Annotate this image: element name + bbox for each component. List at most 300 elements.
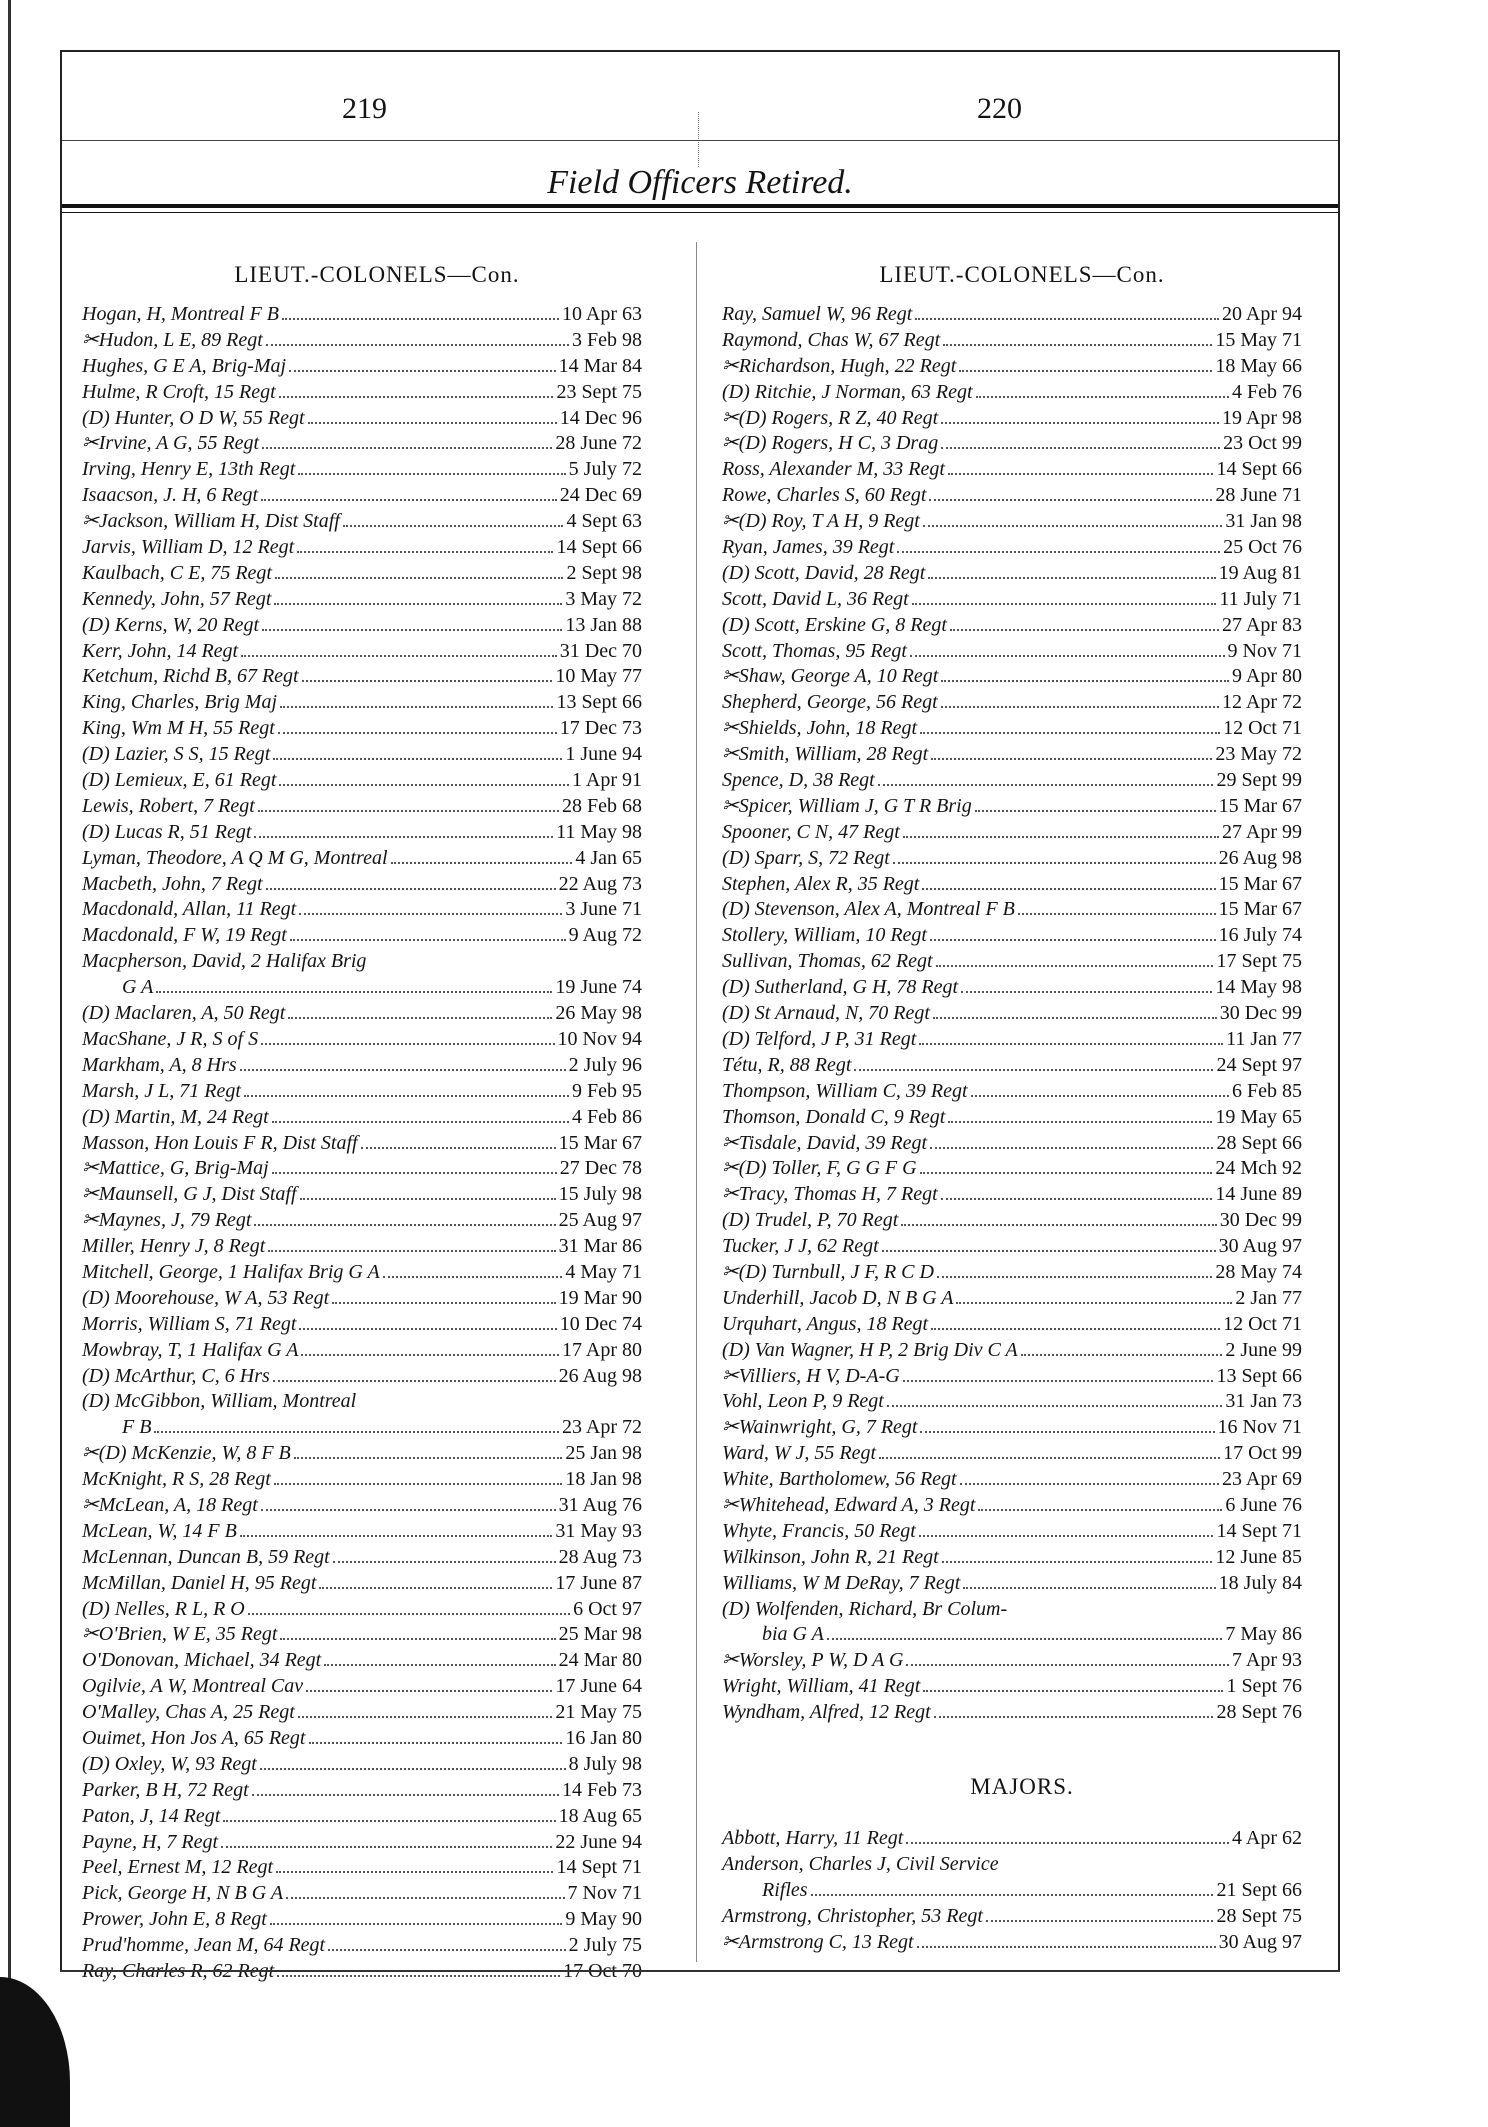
entry-name: Tucker, J J, 62 Regt — [722, 1235, 879, 1258]
entry-name: (D) Maclaren, A, 50 Regt — [82, 1002, 286, 1025]
list-item — [82, 1752, 642, 1778]
entry-name: Macdonald, Allan, 11 Regt — [82, 898, 297, 921]
entry-date: 30 Aug 97 — [1218, 1235, 1302, 1258]
entry-name: (D) Moorehouse, W A, 53 Regt — [82, 1286, 330, 1309]
entry-date: 9 Nov 71 — [1227, 639, 1302, 662]
list-item — [722, 1571, 1302, 1597]
dot-leader — [324, 1650, 555, 1666]
section-heading-lieut-colonels-right: LIEUT.-COLONELS—Con. — [879, 262, 1165, 287]
list-item — [722, 406, 1302, 432]
bottom-rule — [60, 1970, 1340, 1972]
dot-leader — [279, 770, 569, 786]
entry-date: 10 Apr 63 — [562, 303, 642, 325]
entry-date: 23 May 72 — [1215, 743, 1302, 766]
list-item — [722, 613, 1302, 639]
entry-name: ✂Mattice, G, Brig-Maj — [82, 1157, 269, 1180]
entry-date: 11 Jan 77 — [1226, 1027, 1302, 1050]
entry-date: 14 June 89 — [1215, 1183, 1302, 1206]
list-item — [82, 716, 642, 742]
dot-leader — [286, 1883, 564, 1899]
list-item — [82, 302, 642, 328]
dot-leader — [262, 433, 552, 449]
entry-name: (D) Scott, David, 28 Regt — [722, 561, 926, 584]
entry-name: ✂Irvine, A G, 55 Regt — [82, 432, 260, 455]
dot-leader — [941, 1184, 1213, 1200]
entry-date: 28 June 72 — [555, 432, 642, 455]
entry-date: 25 Aug 97 — [558, 1209, 642, 1232]
list-item — [82, 535, 642, 561]
list-item — [82, 1778, 642, 1804]
entry-name: (D) Sparr, S, 72 Regt — [722, 846, 890, 869]
dot-leader — [328, 1935, 566, 1951]
list-item — [722, 1053, 1302, 1079]
dot-leader — [956, 1288, 1232, 1304]
entry-date: 30 Dec 99 — [1219, 1209, 1302, 1232]
list-item — [82, 1933, 642, 1959]
entry-name: Lyman, Theodore, A Q M G, Montreal — [82, 846, 388, 869]
entry-name: ✂Villiers, H V, D-A-G — [722, 1364, 900, 1387]
dot-leader — [915, 304, 1219, 320]
dot-leader — [300, 1184, 556, 1200]
entry-date: 30 Dec 99 — [1219, 1002, 1302, 1025]
dot-leader — [903, 822, 1219, 838]
entry-name: Macbeth, John, 7 Regt — [82, 872, 263, 895]
entry-date: 9 May 90 — [565, 1908, 642, 1931]
entry-name: McKnight, R S, 28 Regt — [82, 1468, 271, 1491]
dot-leader — [266, 874, 556, 890]
entry-name: ✂(D) Turnbull, J F, R C D — [722, 1260, 934, 1283]
dot-leader — [934, 1702, 1214, 1718]
dot-leader — [254, 822, 553, 838]
entry-name: Ray, Charles R, 62 Regt — [82, 1960, 275, 1982]
entry-date: 2 June 99 — [1225, 1338, 1302, 1361]
entry-date: 13 Sept 66 — [1216, 1364, 1302, 1387]
entry-name: ✂Shaw, George A, 10 Regt — [722, 665, 939, 688]
entry-date: 9 Feb 95 — [572, 1079, 642, 1102]
column-divider — [696, 242, 697, 1962]
dot-leader — [261, 1495, 556, 1511]
entry-date: 19 May 65 — [1215, 1105, 1302, 1128]
entry-name: (D) McArthur, C, 6 Hrs — [82, 1364, 270, 1387]
entry-date: 23 Sept 75 — [556, 380, 642, 403]
dot-leader — [274, 589, 562, 605]
entry-date: 26 Aug 98 — [1218, 846, 1302, 869]
list-item — [82, 768, 642, 794]
list-item — [722, 1105, 1302, 1131]
section-heading-lieut-colonels-left: LIEUT.-COLONELS—Con. — [234, 262, 520, 287]
list-item — [82, 1907, 642, 1933]
dot-leader — [294, 1443, 563, 1459]
dot-leader — [931, 744, 1212, 760]
entry-name: Masson, Hon Louis F R, Dist Staff — [82, 1131, 358, 1154]
entry-name: ✂(D) Rogers, R Z, 40 Regt — [722, 406, 939, 429]
dot-leader — [941, 408, 1219, 424]
entry-name: (D) Martin, M, 24 Regt — [82, 1105, 269, 1128]
entry-date: 29 Sept 99 — [1216, 769, 1302, 792]
list-item — [82, 328, 642, 354]
list-item — [722, 535, 1302, 561]
entry-name: Prud'homme, Jean M, 64 Regt — [82, 1934, 326, 1957]
list-item — [82, 872, 642, 898]
entry-date: 28 May 74 — [1215, 1260, 1302, 1283]
dot-leader — [266, 330, 569, 346]
list-item — [82, 742, 642, 768]
dot-leader — [383, 1262, 563, 1278]
entry-name: Mitchell, George, 1 Halifax Brig G A — [82, 1260, 380, 1283]
entry-name: Vohl, Leon P, 9 Regt — [722, 1390, 884, 1413]
entry-name: ✂Armstrong C, 13 Regt — [722, 1930, 914, 1953]
entry-date: 17 Oct 99 — [1223, 1442, 1302, 1465]
entry-name: McLean, W, 14 F B — [82, 1519, 237, 1542]
list-item — [82, 1726, 642, 1752]
dot-leader — [319, 1573, 552, 1589]
list-item — [722, 354, 1302, 380]
header-rule-top — [62, 140, 1338, 141]
dot-leader — [299, 899, 562, 915]
entry-name: Hogan, H, Montreal F B — [82, 303, 280, 325]
dot-leader — [922, 874, 1215, 890]
entry-date: 10 Dec 74 — [559, 1312, 642, 1335]
list-item — [82, 406, 642, 432]
entry-date: 13 Jan 88 — [565, 613, 642, 636]
list-item — [82, 1441, 642, 1467]
entry-date: 1 Sept 76 — [1226, 1675, 1302, 1698]
entry-name: Anderson, Charles J, Civil Service — [722, 1852, 999, 1875]
dot-leader — [289, 356, 556, 372]
dot-leader — [223, 1806, 555, 1822]
dot-leader — [272, 1158, 557, 1174]
entry-date: 15 Mar 67 — [558, 1131, 642, 1154]
list-item — [82, 1597, 642, 1623]
entry-date: 10 Nov 94 — [557, 1027, 642, 1050]
list-item — [722, 328, 1302, 354]
dot-leader — [931, 1314, 1220, 1330]
list-item — [722, 716, 1302, 742]
dot-leader — [986, 1906, 1214, 1922]
entry-name: Rifles — [762, 1878, 808, 1901]
dot-leader — [936, 951, 1214, 967]
dot-leader — [241, 641, 557, 657]
entry-name: ✂Maynes, J, 79 Regt — [82, 1209, 252, 1232]
entry-date: 28 Sept 76 — [1216, 1701, 1302, 1724]
entry-date: 14 Mar 84 — [558, 354, 642, 377]
entry-name: ✂(D) Toller, F, G G F G — [722, 1157, 917, 1180]
entry-name: Hughes, G E A, Brig-Maj — [82, 354, 287, 377]
entry-name: Stollery, William, 10 Regt — [722, 924, 927, 947]
list-item — [82, 1156, 642, 1182]
entry-date: 12 Oct 71 — [1223, 1312, 1302, 1335]
entry-date: 25 Jan 98 — [565, 1442, 642, 1465]
entry-date: 18 Aug 65 — [558, 1804, 642, 1827]
dot-leader — [248, 1599, 570, 1615]
list-item — [82, 561, 642, 587]
dot-leader — [282, 304, 559, 320]
entry-date: 31 May 93 — [555, 1519, 642, 1542]
entry-name: Ross, Alexander M, 33 Regt — [722, 458, 945, 481]
entry-date: 27 Apr 83 — [1222, 613, 1302, 636]
page-number-left: 219 — [342, 92, 387, 125]
entry-date: 14 Sept 71 — [556, 1856, 642, 1879]
dot-leader — [943, 330, 1212, 346]
entry-date: 4 Sept 63 — [566, 510, 642, 533]
entry-date: 3 May 72 — [565, 587, 642, 610]
list-item — [722, 975, 1302, 1001]
entry-date: 19 Apr 98 — [1222, 406, 1302, 429]
dot-leader — [273, 1366, 556, 1382]
dot-leader — [976, 382, 1230, 398]
entry-date: 24 Mar 80 — [558, 1649, 642, 1672]
entry-name: (D) St Arnaud, N, 70 Regt — [722, 1002, 930, 1025]
entry-date: 15 Mar 67 — [1218, 794, 1302, 817]
entry-name: Ketchum, Richd B, 67 Regt — [82, 665, 299, 688]
dot-leader — [275, 563, 563, 579]
page-corner-shadow — [0, 1977, 70, 2127]
list-item — [722, 1545, 1302, 1571]
dot-leader — [882, 1236, 1216, 1252]
entry-name: (D) Lazier, S S, 15 Regt — [82, 743, 271, 766]
entry-name: King, Charles, Brig Maj — [82, 691, 278, 714]
entry-date: 6 Oct 97 — [573, 1597, 642, 1620]
entry-name: ✂Richardson, Hugh, 22 Regt — [722, 354, 957, 377]
list-item — [82, 1519, 642, 1545]
dot-leader — [941, 433, 1220, 449]
entry-name: ✂Wainwright, G, 7 Regt — [722, 1416, 918, 1439]
entry-name: Sullivan, Thomas, 62 Regt — [722, 950, 933, 973]
entry-name: Pick, George H, N B G A — [82, 1882, 284, 1905]
dot-leader — [923, 1676, 1223, 1692]
entry-date: 2 July 75 — [568, 1934, 642, 1957]
dot-leader — [929, 485, 1212, 501]
list-item — [722, 1519, 1302, 1545]
list-item — [722, 1878, 1302, 1904]
dot-leader — [920, 1158, 1213, 1174]
list-item — [82, 1389, 642, 1415]
dot-leader — [941, 692, 1219, 708]
list-item — [722, 1597, 1302, 1623]
dot-leader — [903, 1366, 1214, 1382]
dot-leader — [274, 1469, 562, 1485]
dot-leader — [910, 641, 1225, 657]
entry-name: Ryan, James, 39 Regt — [722, 536, 895, 559]
list-item — [722, 1700, 1302, 1726]
entry-date: 3 Feb 98 — [572, 328, 642, 351]
dot-leader — [288, 1003, 552, 1019]
list-item — [722, 846, 1302, 872]
dot-leader — [297, 537, 553, 553]
entry-name: King, Wm M H, 55 Regt — [82, 717, 275, 740]
entry-date: 14 May 98 — [1215, 976, 1302, 999]
entry-name: ✂Hudon, L E, 89 Regt — [82, 328, 263, 351]
entry-date: 22 Aug 73 — [558, 872, 642, 895]
dot-leader — [391, 848, 573, 864]
entry-date: 31 Jan 98 — [1225, 510, 1302, 533]
dot-leader — [920, 718, 1220, 734]
list-item — [722, 1930, 1302, 1956]
entry-date: 7 Nov 71 — [567, 1882, 642, 1905]
entry-date: 19 Mar 90 — [558, 1286, 642, 1309]
entry-date: 16 July 74 — [1218, 924, 1302, 947]
list-item — [82, 380, 642, 406]
entry-name: Lewis, Robert, 7 Regt — [82, 794, 255, 817]
entry-date: 2 Sept 98 — [566, 561, 642, 584]
entry-name: Abbott, Harry, 11 Regt — [722, 1827, 904, 1849]
list-item — [722, 872, 1302, 898]
dot-leader — [975, 796, 1216, 812]
entry-date: 21 Sept 66 — [1216, 1878, 1302, 1901]
entry-date: 27 Dec 78 — [559, 1157, 642, 1180]
dot-leader — [240, 1521, 553, 1537]
list-item — [722, 1364, 1302, 1390]
entry-date: 3 June 71 — [565, 898, 642, 921]
entry-name: Markham, A, 8 Hrs — [82, 1053, 237, 1076]
list-item — [82, 1467, 642, 1493]
dot-leader — [930, 1133, 1213, 1149]
dot-leader — [268, 1236, 555, 1252]
dot-leader — [920, 1417, 1214, 1433]
entry-name: O'Malley, Chas A, 25 Regt — [82, 1701, 295, 1724]
entry-name: bia G A — [762, 1623, 824, 1646]
entry-name: Miller, Henry J, 8 Regt — [82, 1235, 266, 1258]
list-item — [82, 1131, 642, 1157]
entry-date: 21 May 75 — [555, 1701, 642, 1724]
list-item — [82, 613, 642, 639]
entry-name: Ward, W J, 55 Regt — [722, 1442, 877, 1465]
entry-date: 20 Apr 94 — [1222, 303, 1302, 325]
entry-name: Macdonald, F W, 19 Regt — [82, 924, 287, 947]
entry-name: (D) McGibbon, William, Montreal — [82, 1390, 357, 1413]
entry-date: 26 Aug 98 — [558, 1364, 642, 1387]
list-item — [722, 690, 1302, 716]
entry-date: 23 Apr 72 — [562, 1416, 642, 1439]
entry-name: (D) Trudel, P, 70 Regt — [722, 1209, 899, 1232]
entry-name: (D) Wolfenden, Richard, Br Colum- — [722, 1597, 1008, 1620]
entry-date: 16 Jan 80 — [565, 1726, 642, 1749]
entry-date: 9 Apr 80 — [1232, 665, 1302, 688]
dot-leader — [893, 848, 1216, 864]
list-item — [82, 820, 642, 846]
entry-date: 6 June 76 — [1225, 1493, 1302, 1516]
entry-name: Urquhart, Angus, 18 Regt — [722, 1312, 929, 1335]
dot-leader — [950, 615, 1219, 631]
list-item — [82, 1260, 642, 1286]
entry-date: 12 June 85 — [1215, 1545, 1302, 1568]
entry-date: 14 Sept 66 — [556, 536, 642, 559]
entry-name: Isaacson, J. H, 6 Regt — [82, 484, 259, 507]
entry-date: 31 Dec 70 — [559, 639, 642, 662]
entry-name: Macpherson, David, 2 Halifax Brig — [82, 950, 367, 973]
entry-name: (D) Van Wagner, H P, 2 Brig Div C A — [722, 1338, 1018, 1361]
entry-date: 13 Sept 66 — [556, 691, 642, 714]
dot-leader — [897, 537, 1220, 553]
list-item — [722, 483, 1302, 509]
dot-leader — [937, 1262, 1212, 1278]
dot-leader — [827, 1624, 1222, 1640]
dot-leader — [930, 925, 1216, 941]
dot-leader — [301, 1340, 559, 1356]
entry-date: 28 Aug 73 — [558, 1545, 642, 1568]
list-item — [82, 1027, 642, 1053]
list-item — [82, 690, 642, 716]
entry-date: 17 Apr 80 — [562, 1338, 642, 1361]
entry-date: 17 June 87 — [555, 1571, 642, 1594]
entry-name: (D) Lemieux, E, 61 Regt — [82, 769, 277, 792]
entry-date: 4 Apr 62 — [1232, 1827, 1302, 1849]
entry-name: ✂Whitehead, Edward A, 3 Regt — [722, 1493, 976, 1516]
entry-name: Rowe, Charles S, 60 Regt — [722, 484, 927, 507]
list-item — [722, 639, 1302, 665]
dot-leader — [280, 692, 553, 708]
dot-leader — [906, 1650, 1229, 1666]
dot-leader — [273, 744, 562, 760]
entry-date: 15 Mar 67 — [1218, 872, 1302, 895]
dot-leader — [261, 1029, 554, 1045]
dot-leader — [258, 796, 559, 812]
entry-name: ✂O'Brien, W E, 35 Regt — [82, 1623, 278, 1646]
dot-leader — [928, 563, 1215, 579]
dot-leader — [933, 1003, 1217, 1019]
list-item — [82, 1493, 642, 1519]
entry-name: Wright, William, 41 Regt — [722, 1675, 921, 1698]
dot-leader — [887, 1391, 1222, 1407]
entry-date: 26 May 98 — [555, 1002, 642, 1025]
list-item — [722, 1622, 1302, 1648]
list-item — [722, 1260, 1302, 1286]
list-item — [82, 483, 642, 509]
entry-name: Thompson, William C, 39 Regt — [722, 1079, 968, 1102]
entry-name: Shepherd, George, 56 Regt — [722, 691, 938, 714]
list-item — [82, 1079, 642, 1105]
list-item — [722, 1001, 1302, 1027]
dot-leader — [919, 1029, 1223, 1045]
entry-date: 4 Feb 86 — [572, 1105, 642, 1128]
entry-name: Ogilvie, A W, Montreal Cav — [82, 1675, 304, 1698]
list-item — [722, 1441, 1302, 1467]
dot-leader — [262, 615, 562, 631]
dot-leader — [309, 1728, 563, 1744]
entry-name: (D) Telford, J P, 31 Regt — [722, 1027, 917, 1050]
entry-date: 18 Jan 98 — [565, 1468, 642, 1491]
entry-name: ✂Shields, John, 18 Regt — [722, 717, 918, 740]
entry-date: 14 Sept 71 — [1216, 1519, 1302, 1542]
dot-leader — [941, 666, 1229, 682]
list-item — [722, 664, 1302, 690]
entry-name: (D) Hunter, O D W, 55 Regt — [82, 406, 305, 429]
entry-name: Stephen, Alex R, 35 Regt — [722, 872, 920, 895]
entry-date: 9 Aug 72 — [568, 924, 642, 947]
entry-name: Mowbray, T, 1 Halifax G A — [82, 1338, 299, 1361]
entry-name: Prower, John E, 8 Regt — [82, 1908, 267, 1931]
dot-leader — [906, 1828, 1229, 1844]
header-rule-thin — [62, 212, 1338, 213]
dot-leader — [252, 1780, 559, 1796]
entry-date: 7 May 86 — [1225, 1623, 1302, 1646]
dot-leader — [298, 459, 565, 475]
entry-date: 14 Sept 66 — [1216, 458, 1302, 481]
list-item — [722, 768, 1302, 794]
list-item — [82, 639, 642, 665]
list-item — [82, 1855, 642, 1881]
entry-name: Thomson, Donald C, 9 Regt — [722, 1105, 946, 1128]
dot-leader — [878, 770, 1214, 786]
dot-leader — [156, 977, 552, 993]
list-item — [82, 846, 642, 872]
list-item — [722, 457, 1302, 483]
entry-name: ✂Tisdale, David, 39 Regt — [722, 1131, 928, 1154]
dot-leader — [261, 485, 557, 501]
list-item — [82, 664, 642, 690]
entry-name: Irving, Henry E, 13th Regt — [82, 458, 296, 481]
entry-date: 17 June 64 — [555, 1675, 642, 1698]
